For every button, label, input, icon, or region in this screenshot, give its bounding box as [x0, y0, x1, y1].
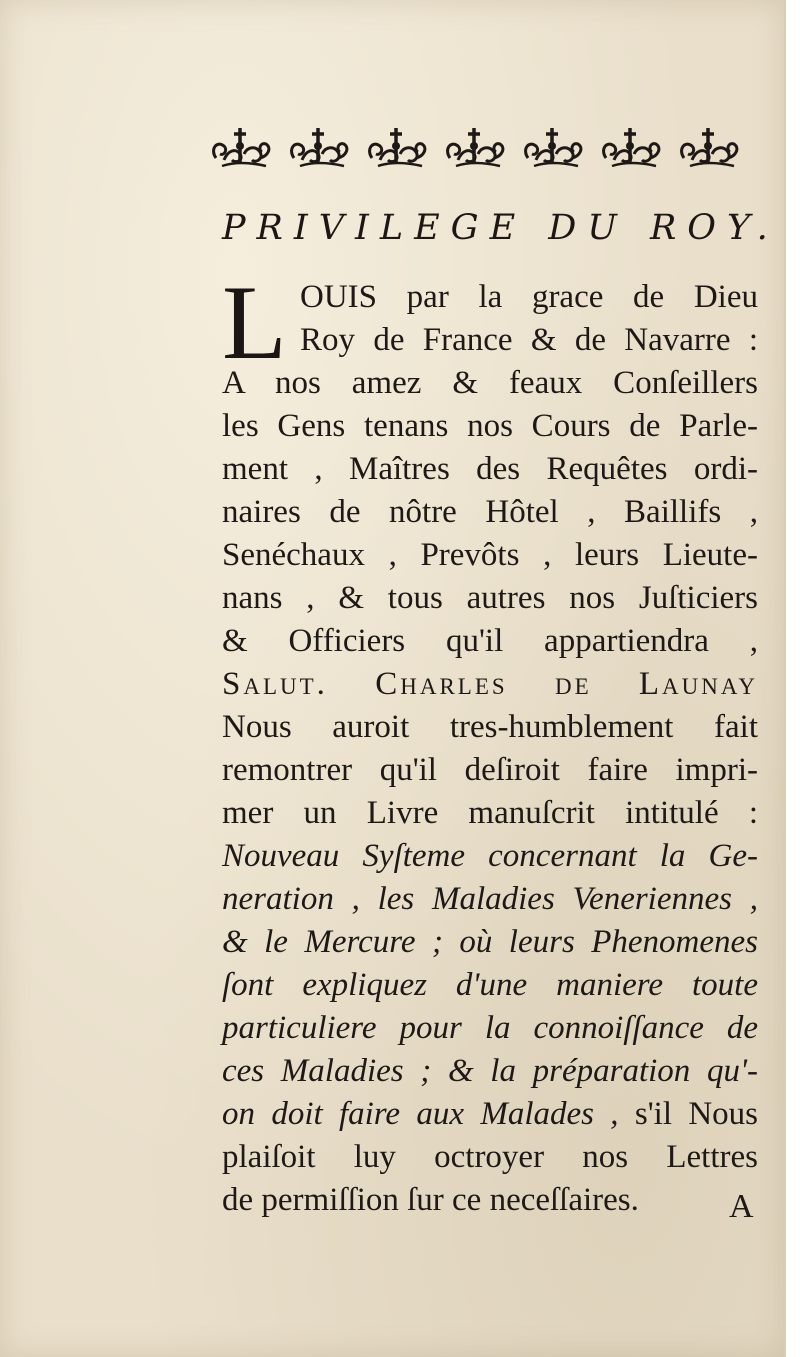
text-line: particuliere pour la connoiſſance de: [222, 1010, 758, 1046]
text-line: neration , les Maladies Veneriennes ,: [222, 881, 758, 917]
text-line: ſont expliquez d'une maniere toute: [222, 967, 758, 1003]
text-line: OUIS par la grace de Dieu: [300, 279, 758, 315]
text-line: Roy de France & de Navarre :: [300, 322, 758, 358]
roman-segment: s'il Nous: [618, 1096, 758, 1132]
text-line-mixed: [222, 1093, 758, 1136]
text-line: plaiſoit luy octroyer nos Lettres: [222, 1139, 758, 1175]
privilege-heading: PRIVILEGE DU ROY.: [222, 208, 779, 248]
text-line: remontrer qu'il deſiroit faire impri-: [222, 752, 758, 788]
italic-segment: on doit faire aux Malades ,: [222, 1096, 619, 1132]
text-line: de permiſſion ſur ce neceſſaires.: [222, 1182, 639, 1218]
text-line: les Gens tenans nos Cours de Parle-: [222, 408, 758, 444]
body-text: [222, 264, 758, 1222]
text-line: & le Mercure ; où leurs Phenomenes: [222, 924, 758, 960]
text-line: naires de nôtre Hôtel , Baillifs ,: [222, 494, 758, 530]
fleuron-icon: [210, 118, 755, 176]
catchword: A: [729, 1188, 754, 1225]
drop-cap: L: [222, 264, 287, 381]
text-line: Salut. Charles de Launay: [222, 666, 758, 702]
text-line: A nos amez & feaux Conſeillers: [222, 365, 758, 401]
text-line: Nous auroit tres-humblement fait: [222, 709, 758, 745]
text-line: ment , Maîtres des Requêtes ordi-: [222, 451, 758, 487]
text-line: & Officiers qu'il appartiendra ,: [222, 623, 758, 659]
text-line: nans , & tous autres nos Juſticiers: [222, 580, 758, 616]
text-line: mer un Livre manuſcrit intitulé :: [222, 795, 758, 831]
text-line: Senéchaux , Prevôts , leurs Lieute-: [222, 537, 758, 573]
text-line: Nouveau Syſteme concernant la Ge-: [222, 838, 758, 874]
text-line: ces Maladies ; & la préparation qu'-: [222, 1053, 758, 1089]
fleuron-ornament-band: [210, 118, 755, 176]
